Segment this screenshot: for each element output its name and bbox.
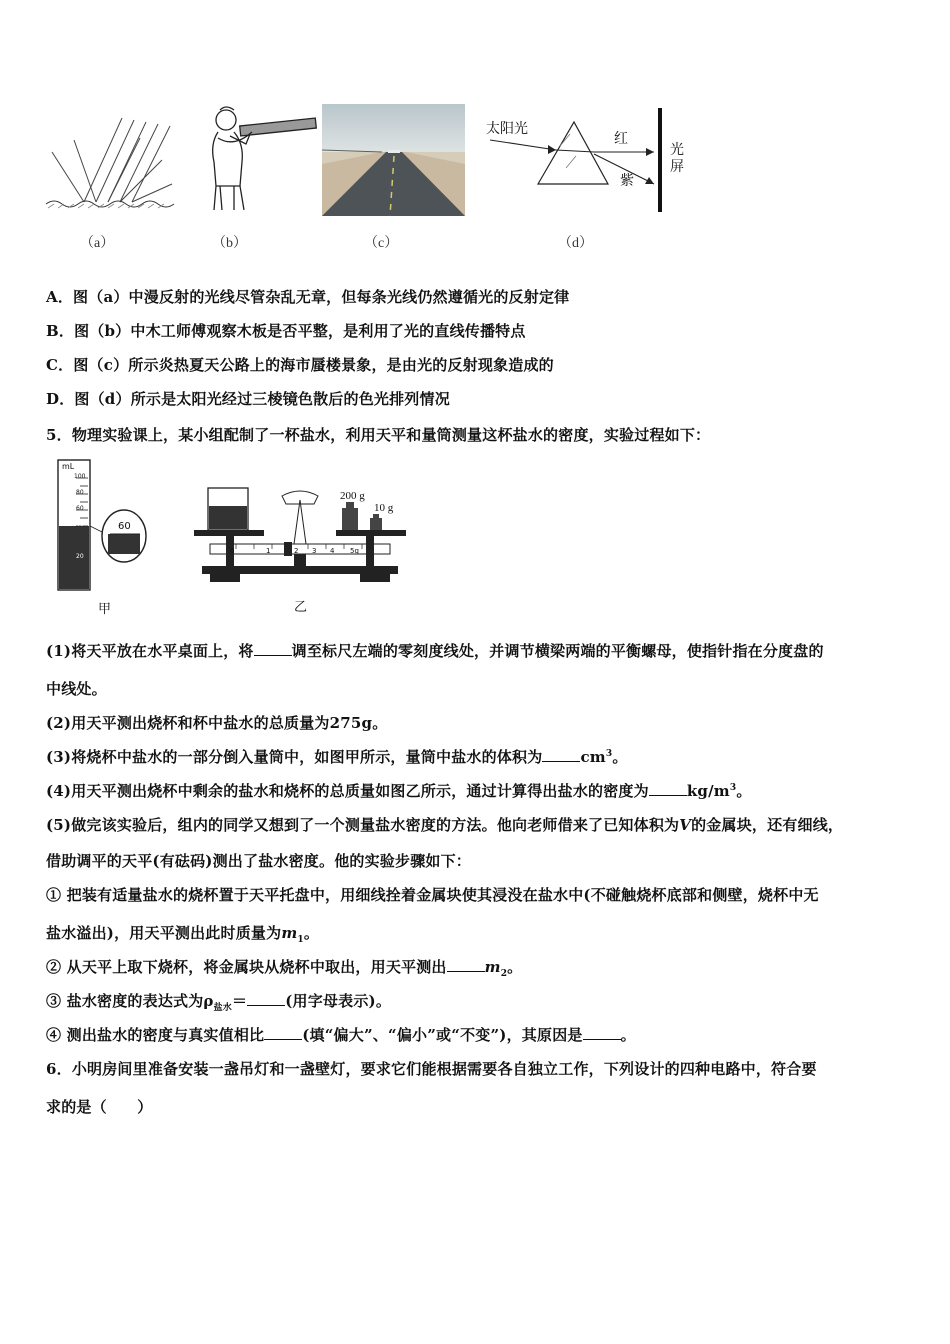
- q5-step3: [46, 746, 628, 767]
- q5-step4-unit-sup: 3: [729, 783, 737, 793]
- cylinder-tick-60: 60: [76, 505, 84, 512]
- scale-label-5g: 5g: [350, 547, 359, 555]
- q5-step4-unit: kg/m: [686, 782, 730, 800]
- prism-label-red: 红: [614, 131, 628, 147]
- q5-substep1-sub: 1: [297, 935, 304, 945]
- q5-step1-text-b: 调至标尺左端的零刻度线处，并调节横梁两端的平衡螺母，使指针指在分度盘的: [291, 642, 824, 660]
- figure-yi-balance: [190, 484, 420, 616]
- q5-substep4: [46, 1024, 636, 1045]
- weight-label-10g: 10 g: [374, 502, 394, 514]
- q5-substep3-equals: ＝: [232, 992, 248, 1010]
- q6-line2: 求的是（ ）: [46, 1098, 153, 1116]
- q5-substep4-text-b: (填“偏大”、“偏小”或“不变”)，其原因是: [302, 1026, 583, 1044]
- q5-step3-end: 。: [612, 748, 628, 766]
- cylinder-tick-20: 20: [76, 553, 84, 560]
- scale-label-3: 3: [312, 547, 317, 555]
- q5-step3-text: (3)将烧杯中盐水的一部分倒入量筒中，如图甲所示，量筒中盐水的体积为: [46, 748, 543, 766]
- q5-step4-text: (4)用天平测出烧杯中剩余的盐水和烧杯的总质量如图乙所示，通过计算得出盐水的密度为: [46, 782, 649, 800]
- q5-substep1-text: 盐水溢出)，用天平测出此时质量为: [46, 924, 282, 942]
- q5-stem: 5．物理实验课上，某小组配制了一杯盐水，利用天平和量筒测量这杯盐水的密度，实验过程如下：: [46, 426, 711, 444]
- q4-option-d: D．图（d）所示是太阳光经过三棱镜色散后的色光排列情况: [46, 390, 450, 408]
- q5-substep4-text-a: ④ 测出盐水的密度与真实值相比: [46, 1026, 265, 1044]
- q5-step1-text-a: (1)将天平放在水平桌面上，将: [46, 642, 254, 660]
- q5-substep4-end: 。: [620, 1026, 636, 1044]
- q5-substep2-end: 。: [507, 958, 523, 976]
- q5-substep1-end: 。: [303, 924, 320, 942]
- q5-substep2-blank[interactable]: [447, 957, 485, 972]
- q6-line1: 6．小明房间里准备安装一盏吊灯和一盏壁灯，要求它们能根据需要各自独立工作，下列设计的四种电路中，符合要: [46, 1060, 817, 1078]
- scale-label-2: 2: [294, 547, 299, 555]
- caption-jia: 甲: [98, 602, 112, 617]
- caption-a: （a）: [80, 236, 115, 251]
- q5-substep1-m: m: [281, 924, 298, 942]
- prism-label-sunlight: 太阳光: [486, 121, 528, 137]
- caption-b: （b）: [212, 236, 247, 251]
- cylinder-tick-80: 80: [76, 489, 84, 496]
- q5-step5-text-a: (5)做完该实验后，组内的同学又想到了一个测量盐水密度的方法。他向老师借来了已知体积为: [46, 816, 680, 834]
- q5-step5-text-b: 的金属块，还有细线，: [691, 816, 844, 834]
- q5-substep3-blank[interactable]: [247, 991, 285, 1006]
- q5-step5-line2: 借助调平的天平(有砝码)测出了盐水密度。他的实验步骤如下：: [46, 852, 471, 870]
- q5-substep3-sub: 盐水: [213, 1003, 233, 1013]
- cylinder-tick-40: 40: [76, 521, 84, 528]
- scale-label-0: 0: [230, 547, 235, 555]
- q5-step3-unit: cm: [580, 748, 606, 766]
- q5-substep1-line2: [46, 922, 319, 945]
- q5-step2: (2)用天平测出烧杯和杯中盐水的总质量为275g。: [46, 714, 388, 732]
- figure-a-diffuse-reflection: [44, 112, 176, 216]
- cylinder-tick-100: 100: [74, 473, 86, 480]
- q5-step1-blank[interactable]: [254, 641, 292, 656]
- q5-step3-blank[interactable]: [542, 747, 580, 762]
- q5-substep1-line1: ① 把装有适量盐水的烧杯置于天平托盘中，用细线拴着金属块使其浸没在盐水中(不碰触烧杯底部和侧壁，烧杯中无: [46, 886, 819, 904]
- q5-substep3-end: (用字母表示)。: [285, 992, 392, 1010]
- q5-step3-unit-sup: 3: [605, 749, 613, 759]
- q5-substep2-text: ② 从天平上取下烧杯，将金属块从烧杯中取出，用天平测出: [46, 958, 447, 976]
- figure-d-prism-dispersion: [484, 104, 694, 216]
- weight-label-200g: 200 g: [340, 490, 365, 502]
- q5-substep4-blank-1[interactable]: [264, 1025, 302, 1040]
- q5-step1-line1: [46, 640, 824, 661]
- q5-step4-end: 。: [736, 782, 752, 800]
- q5-substep4-blank-2[interactable]: [583, 1025, 621, 1040]
- q4-option-c: C．图（c）所示炎热夏天公路上的海市蜃楼景象，是由光的反射现象造成的: [46, 356, 554, 374]
- q5-substep2: [46, 956, 522, 979]
- caption-c: （c）: [364, 236, 399, 251]
- caption-d: （d）: [558, 236, 593, 251]
- q5-substep3: [46, 990, 391, 1013]
- q5-step4-blank[interactable]: [649, 781, 687, 796]
- figure-b-carpenter: [200, 104, 320, 216]
- q5-step1-line2: 中线处。: [46, 680, 107, 698]
- q5-step5-volume-symbol: V: [679, 816, 692, 834]
- scale-label-4: 4: [330, 547, 335, 555]
- scale-label-1: 1: [266, 547, 271, 555]
- prism-label-screen: 光屏: [670, 142, 684, 175]
- q5-substep2-sub: 2: [500, 969, 508, 979]
- q5-step5-line1: [46, 814, 843, 835]
- q4-option-a: A．图（a）中漫反射的光线尽管杂乱无章，但每条光线仍然遵循光的反射定律: [46, 288, 570, 306]
- cylinder-unit: mL: [62, 462, 75, 471]
- figure-jia-graduated-cylinder: [54, 456, 154, 616]
- figure-c-road-mirage-photo: [322, 104, 465, 216]
- caption-yi: 乙: [294, 600, 308, 615]
- cylinder-zoom-value: 60: [118, 521, 131, 532]
- q4-option-b: B．图（b）中木工师傅观察木板是否平整，是利用了光的直线传播特点: [46, 322, 526, 340]
- q5-step4: [46, 780, 752, 801]
- prism-label-violet: 紫: [620, 173, 634, 189]
- q5-substep2-m: m: [484, 958, 501, 976]
- q5-substep3-text: ③ 盐水密度的表达式为ρ: [46, 992, 214, 1010]
